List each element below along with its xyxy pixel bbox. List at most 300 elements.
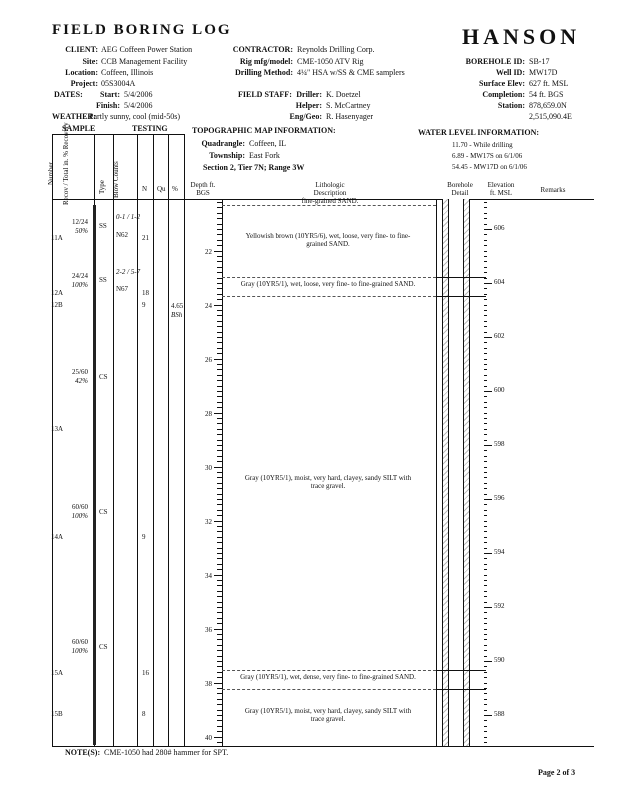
col-litho: Lithologic Description [313, 181, 347, 197]
sample-id: 15B [51, 710, 63, 718]
elevation-minor-tick [484, 494, 487, 495]
elevation-minor-tick [484, 299, 487, 300]
depth-tick [217, 494, 222, 495]
depth-tick [217, 418, 222, 419]
finish-value: 5/4/2006 [124, 101, 153, 110]
township-value: East Fork [249, 151, 280, 160]
elevation-minor-tick [484, 623, 487, 624]
depth-tick [217, 423, 222, 424]
depth-tick [217, 402, 222, 403]
sample-n: 16 [142, 669, 149, 677]
well-label: Well ID: [495, 68, 525, 77]
depth-tick [214, 251, 222, 252]
quad-label: Quadrangle: [201, 139, 245, 148]
elevation-minor-tick [484, 693, 487, 694]
elevation-tick-label: 598 [494, 440, 505, 448]
depth-tick [217, 240, 222, 241]
depth-tick [217, 315, 222, 316]
elevation-minor-tick [484, 666, 487, 667]
helper-label: Helper: [295, 101, 322, 110]
sample-qu: 4.65 [171, 302, 184, 310]
elevation-minor-tick [484, 569, 487, 570]
col-number: Number [47, 162, 55, 185]
depth-tick [217, 337, 222, 338]
completion-label: Completion: [482, 90, 525, 99]
elevation-minor-tick [484, 234, 487, 235]
elevation-minor-tick [484, 645, 487, 646]
elevation-minor-tick [484, 591, 487, 592]
sample-pct: 42% [75, 377, 88, 385]
elevation-minor-tick [484, 515, 487, 516]
depth-tick-label: 34 [205, 572, 212, 580]
depth-tick [217, 207, 222, 208]
depth-tick [214, 575, 222, 576]
depth-tick [217, 450, 222, 451]
elevation-minor-tick [484, 202, 487, 203]
township-label: Township: [209, 151, 245, 160]
elev-label: Surface Elev: [479, 79, 525, 88]
elevation-minor-tick [484, 413, 487, 414]
depth-tick [217, 310, 222, 311]
elevation-tick-label: 590 [494, 656, 505, 664]
eng-value: R. Hasenyager [326, 112, 374, 121]
col-moisture: % [172, 185, 178, 193]
elevation-minor-tick [484, 278, 487, 279]
elevation-minor-tick [484, 267, 487, 268]
sample-core-line [93, 205, 96, 745]
depth-tick [214, 359, 222, 360]
elevation-minor-tick [484, 445, 487, 446]
depth-tick [217, 272, 222, 273]
completion-value: 54 ft. BGS [529, 90, 564, 99]
method-label: Drilling Method: [235, 68, 293, 77]
sample-id: 15A [51, 669, 64, 677]
depth-tick [214, 737, 222, 738]
depth-tick [217, 375, 222, 376]
rig-label: Rig mfg/model: [239, 57, 293, 66]
elevation-minor-tick [484, 245, 487, 246]
elev-value: 627 ft. MSL [529, 79, 569, 88]
elevation-minor-tick [484, 380, 487, 381]
elevation-minor-tick [484, 504, 487, 505]
company-logo: HANSON [462, 24, 581, 49]
depth-tick [217, 656, 222, 657]
start-label: Start: [100, 90, 120, 99]
topo-title: TOPOGRAPHIC MAP INFORMATION: [192, 126, 336, 135]
depth-tick [217, 353, 222, 354]
method-value: 4¼" HSA w/SS & CME samplers [297, 68, 405, 77]
depth-tick [217, 569, 222, 570]
depth-tick [217, 461, 222, 462]
depth-tick-label: 40 [205, 734, 212, 742]
sample-pct: 100% [71, 281, 88, 289]
elevation-minor-tick [484, 548, 487, 549]
sample-header: SAMPLE [62, 124, 96, 133]
litho-unit: Gray (10YR5/1), moist, very hard, clayey, sandy SILT with trace gravel. [244, 707, 412, 723]
depth-tick [217, 326, 222, 327]
depth-tick [217, 445, 222, 446]
depth-tick [217, 332, 222, 333]
depth-tick [217, 742, 222, 743]
depth-tick-label: 28 [205, 410, 212, 418]
elevation-minor-tick [484, 391, 487, 392]
depth-tick [217, 639, 222, 640]
station-label: Station: [497, 101, 525, 110]
elevation-minor-tick [484, 656, 487, 657]
depth-tick [217, 504, 222, 505]
depth-tick [217, 596, 222, 597]
depth-tick [217, 364, 222, 365]
depth-tick [217, 607, 222, 608]
section-value: Section 2, Tier 7N; Range 3W [203, 163, 305, 172]
depth-tick [217, 245, 222, 246]
helper-value: S. McCartney [326, 101, 371, 110]
sample-pct: 50% [75, 227, 88, 235]
sample-id: 12A [51, 289, 64, 297]
sample-recovery: 24/24 [72, 272, 88, 280]
elevation-minor-tick [484, 213, 487, 214]
depth-tick [217, 731, 222, 732]
water-line-2: 6.89 - MW17S on 6/1/06 [452, 152, 523, 160]
project-label: Project: [70, 79, 98, 88]
elevation-tick-label: 602 [494, 332, 505, 340]
depth-tick [217, 618, 222, 619]
dates-label: DATES: [54, 90, 83, 99]
sample-nval: N62 [116, 231, 129, 239]
depth-tick [217, 407, 222, 408]
sample-n: 18 [142, 289, 149, 297]
elevation-minor-tick [484, 677, 487, 678]
sample-recovery: 60/60 [72, 503, 88, 511]
sample-type: CS [99, 373, 108, 381]
depth-tick [217, 391, 222, 392]
depth-tick [217, 720, 222, 721]
elevation-minor-tick [484, 629, 487, 630]
depth-tick [217, 429, 222, 430]
depth-tick [217, 634, 222, 635]
elevation-minor-tick [484, 704, 487, 705]
depth-tick [217, 510, 222, 511]
elevation-minor-tick [484, 715, 487, 716]
site-label: Site: [82, 57, 98, 66]
depth-tick [217, 602, 222, 603]
elevation-minor-tick [484, 337, 487, 338]
elevation-tick-label: 596 [494, 494, 505, 502]
page-title: FIELD BORING LOG [52, 22, 232, 38]
depth-tick [217, 456, 222, 457]
col-qu: Qu [157, 185, 166, 193]
depth-tick [217, 591, 222, 592]
depth-tick [217, 283, 222, 284]
sample-recovery: 12/24 [72, 218, 88, 226]
elevation-minor-tick [484, 542, 487, 543]
sample-id: 12B [51, 301, 63, 309]
depth-tick [217, 666, 222, 667]
elevation-minor-tick [484, 326, 487, 327]
quad-value: Coffeen, IL [249, 139, 287, 148]
depth-tick [214, 413, 222, 414]
client-label: CLIENT: [65, 45, 98, 54]
elevation-minor-tick [484, 348, 487, 349]
start-value: 5/4/2006 [124, 90, 153, 99]
col-elevation: Elevation ft. MSL [487, 181, 515, 197]
elevation-tick-label: 588 [494, 710, 505, 718]
sample-n: 8 [142, 710, 146, 718]
elevation-minor-tick [484, 720, 487, 721]
note-value: CME-1050 had 280# hammer for SPT. [104, 748, 229, 757]
depth-tick-label: 22 [205, 248, 212, 256]
depth-tick [217, 261, 222, 262]
sample-blows: 0-1 / 1-2 [116, 213, 141, 221]
elevation-minor-tick [484, 731, 487, 732]
elevation-minor-tick [484, 499, 487, 500]
elevation-minor-tick [484, 364, 487, 365]
depth-tick [217, 585, 222, 586]
elevation-minor-tick [484, 369, 487, 370]
depth-tick [217, 558, 222, 559]
depth-tick [217, 515, 222, 516]
staff-label: FIELD STAFF: [238, 90, 292, 99]
sample-id: 13A [51, 425, 64, 433]
elevation-minor-tick [484, 321, 487, 322]
depth-tick [214, 305, 222, 306]
elevation-minor-tick [484, 483, 487, 484]
elevation-minor-tick [484, 240, 487, 241]
elevation-minor-tick [484, 742, 487, 743]
litho-unit: fine-grained SAND. [301, 197, 359, 205]
sample-n: 21 [142, 234, 149, 242]
sample-qu-note: BSh [171, 311, 183, 319]
depth-tick [217, 650, 222, 651]
elevation-minor-tick [484, 440, 487, 441]
elevation-tick-label: 594 [494, 548, 505, 556]
elevation-minor-tick [484, 450, 487, 451]
sample-type: SS [99, 222, 107, 230]
elevation-minor-tick [484, 537, 487, 538]
location-label: Location: [65, 68, 98, 77]
elevation-minor-tick [484, 672, 487, 673]
depth-tick [217, 256, 222, 257]
elevation-tick-label: 600 [494, 386, 505, 394]
elevation-minor-tick [484, 251, 487, 252]
elevation-minor-tick [484, 612, 487, 613]
client-value: AEG Coffeen Power Station [101, 45, 193, 54]
litho-unit: Gray (10YR5/1), moist, very hard, clayey, sandy SILT with trace gravel. [244, 474, 412, 490]
sample-pct: 100% [71, 512, 88, 520]
elevation-minor-tick [484, 386, 487, 387]
elevation-minor-tick [484, 305, 487, 306]
elevation-minor-tick [484, 639, 487, 640]
depth-tick [217, 434, 222, 435]
water-title: WATER LEVEL INFORMATION: [418, 128, 540, 137]
depth-tick [217, 726, 222, 727]
elevation-minor-tick [484, 526, 487, 527]
sample-type: CS [99, 508, 108, 516]
depth-tick [217, 396, 222, 397]
elevation-minor-tick [484, 710, 487, 711]
sample-recovery: 60/60 [72, 638, 88, 646]
depth-tick [217, 661, 222, 662]
depth-tick [217, 386, 222, 387]
borehole-value: SB-17 [529, 57, 550, 66]
sample-id: 11A [51, 234, 63, 242]
elevation-tick-label: 606 [494, 224, 505, 232]
elevation-minor-tick [484, 564, 487, 565]
elevation-minor-tick [484, 272, 487, 273]
depth-tick [217, 499, 222, 500]
depth-tick [214, 629, 222, 630]
col-borehole-detail: Borehole Detail [447, 181, 473, 197]
elevation-minor-tick [484, 342, 487, 343]
elevation-minor-tick [484, 396, 487, 397]
elevation-minor-tick [484, 737, 487, 738]
depth-tick-label: 26 [205, 356, 212, 364]
depth-tick [217, 526, 222, 527]
depth-tick [217, 715, 222, 716]
elevation-minor-tick [484, 607, 487, 608]
sample-type: SS [99, 276, 107, 284]
depth-tick [217, 542, 222, 543]
note-label: NOTE(S): [65, 748, 101, 757]
elevation-minor-tick [484, 553, 487, 554]
elevation-minor-tick [484, 602, 487, 603]
depth-tick [217, 704, 222, 705]
depth-tick [217, 202, 222, 203]
water-line-1: 11.70 - While drilling [452, 141, 513, 149]
elevation-minor-tick [484, 661, 487, 662]
sample-nval: N67 [116, 285, 129, 293]
elevation-minor-tick [484, 315, 487, 316]
depth-tick-label: 36 [205, 626, 212, 634]
depth-tick [217, 580, 222, 581]
depth-tick-label: 38 [205, 680, 212, 688]
sample-blows: 2-2 / 5-7 [116, 268, 141, 276]
contractor-value: Reynolds Drilling Corp. [297, 45, 375, 54]
well-casing [448, 199, 464, 746]
depth-tick [217, 477, 222, 478]
depth-tick [217, 645, 222, 646]
elevation-minor-tick [484, 218, 487, 219]
elevation-minor-tick [484, 456, 487, 457]
site-value: CCB Management Facility [101, 57, 188, 66]
litho-unit: Gray (10YR5/1), wet, loose, very fine- to fine-grained SAND. [240, 280, 416, 288]
depth-tick [217, 369, 222, 370]
depth-tick [217, 234, 222, 235]
depth-tick [217, 321, 222, 322]
elevation-minor-tick [484, 580, 487, 581]
driller-label: Driller: [296, 90, 322, 99]
elevation-minor-tick [484, 726, 487, 727]
elevation-minor-tick [484, 256, 487, 257]
depth-tick [217, 342, 222, 343]
sample-recovery: 25/60 [72, 368, 88, 376]
water-line-3: 54.45 - MW17D on 6/1/06 [452, 163, 527, 171]
depth-tick-label: 30 [205, 464, 212, 472]
station-north: 878,659.0N [529, 101, 567, 110]
eng-label: Eng/Geo: [289, 112, 322, 121]
elevation-minor-tick [484, 283, 487, 284]
elevation-minor-tick [484, 488, 487, 489]
elevation-minor-tick [484, 224, 487, 225]
depth-tick [217, 267, 222, 268]
elevation-minor-tick [484, 467, 487, 468]
col-remarks: Remarks [540, 186, 566, 194]
elevation-minor-tick [484, 472, 487, 473]
elevation-minor-tick [484, 418, 487, 419]
contractor-label: CONTRACTOR: [232, 45, 293, 54]
litho-unit: Yellowish brown (10YR5/6), wet, loose, very fine- to fine-grained SAND. [245, 232, 411, 248]
elevation-minor-tick [484, 683, 487, 684]
elevation-minor-tick [484, 353, 487, 354]
depth-tick [217, 483, 222, 484]
depth-tick [217, 710, 222, 711]
elevation-minor-tick [484, 229, 487, 230]
elevation-minor-tick [484, 359, 487, 360]
elevation-minor-tick [484, 618, 487, 619]
elevation-minor-tick [484, 310, 487, 311]
depth-tick [217, 623, 222, 624]
sample-id: 14A [51, 533, 64, 541]
depth-tick [217, 224, 222, 225]
rig-value: CME-1050 ATV Rig [297, 57, 364, 66]
depth-tick [217, 440, 222, 441]
elevation-minor-tick [484, 461, 487, 462]
elevation-minor-tick [484, 429, 487, 430]
elevation-minor-tick [484, 477, 487, 478]
col-blows: Blow Counts [112, 161, 120, 198]
depth-tick [217, 278, 222, 279]
depth-tick [214, 467, 222, 468]
elevation-minor-tick [484, 558, 487, 559]
col-type: Type [98, 180, 106, 194]
elevation-minor-tick [484, 596, 487, 597]
depth-tick [214, 683, 222, 684]
elevation-tick-label: 604 [494, 278, 505, 286]
depth-tick [217, 672, 222, 673]
elevation-minor-tick [484, 585, 487, 586]
depth-tick [217, 488, 222, 489]
depth-tick [217, 612, 222, 613]
depth-tick [217, 229, 222, 230]
depth-tick [217, 213, 222, 214]
col-n: N [142, 185, 148, 193]
elevation-minor-tick [484, 332, 487, 333]
depth-tick [217, 472, 222, 473]
depth-tick [217, 548, 222, 549]
depth-tick-label: 32 [205, 518, 212, 526]
depth-tick [217, 699, 222, 700]
sample-pct: 100% [71, 647, 88, 655]
depth-tick [217, 693, 222, 694]
depth-tick [217, 218, 222, 219]
elevation-minor-tick [484, 288, 487, 289]
depth-tick [217, 677, 222, 678]
sample-n: 9 [142, 533, 146, 541]
sample-n: 9 [142, 301, 146, 309]
depth-tick-label: 24 [205, 302, 212, 310]
sample-type: CS [99, 643, 108, 651]
elevation-minor-tick [484, 650, 487, 651]
weather-label: WEATHER: [52, 112, 96, 121]
elevation-minor-tick [484, 634, 487, 635]
depth-tick [217, 288, 222, 289]
depth-tick [217, 294, 222, 295]
depth-tick [217, 537, 222, 538]
elevation-minor-tick [484, 294, 487, 295]
elevation-minor-tick [484, 407, 487, 408]
finish-label: Finish: [95, 101, 120, 110]
elevation-minor-tick [484, 575, 487, 576]
